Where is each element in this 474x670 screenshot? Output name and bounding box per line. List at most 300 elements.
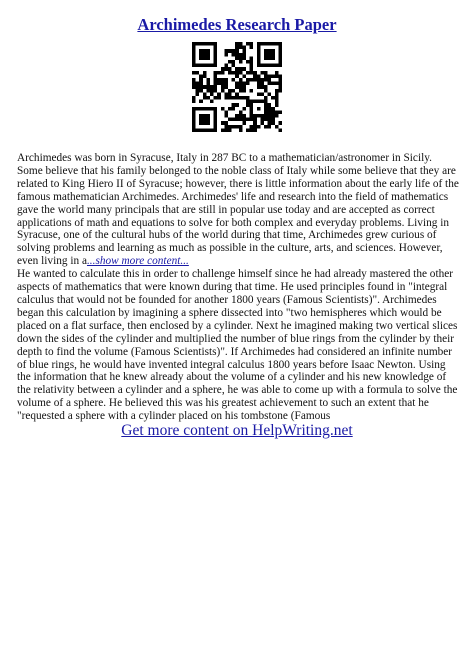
qr-module [228, 89, 232, 93]
qr-module [232, 89, 236, 93]
qr-module [221, 71, 225, 75]
qr-module [224, 121, 228, 125]
qr-module [268, 53, 272, 57]
qr-module [224, 78, 228, 82]
qr-module [257, 42, 261, 46]
qr-module [224, 110, 228, 114]
qr-module [192, 49, 196, 53]
qr-module [210, 89, 214, 93]
qr-module [271, 96, 275, 100]
qr-module [214, 74, 218, 78]
qr-module [239, 114, 243, 118]
qr-module [239, 128, 243, 132]
qr-module [192, 118, 196, 122]
qr-module [214, 107, 218, 111]
qr-module [196, 82, 200, 86]
qr-module [214, 110, 218, 114]
qr-module [199, 114, 203, 118]
qr-module [232, 118, 236, 122]
qr-module [214, 46, 218, 50]
qr-module [235, 71, 239, 75]
qr-module [260, 78, 264, 82]
qr-module [192, 114, 196, 118]
qr-module [235, 118, 239, 122]
qr-module [271, 118, 275, 122]
qr-module [278, 121, 282, 125]
qr-module [278, 42, 282, 46]
qr-module [275, 71, 279, 75]
qr-module [214, 56, 218, 60]
qr-module [250, 71, 254, 75]
qr-module [253, 118, 257, 122]
qr-module [235, 74, 239, 78]
qr-module [235, 82, 239, 86]
qr-module [250, 89, 254, 93]
qr-module [203, 96, 207, 100]
qr-module [199, 64, 203, 68]
qr-module [210, 107, 214, 111]
qr-module [203, 92, 207, 96]
qr-module [278, 53, 282, 57]
qr-module [264, 64, 268, 68]
qr-module [250, 67, 254, 71]
qr-module [214, 121, 218, 125]
qr-module [214, 125, 218, 129]
qr-module [242, 74, 246, 78]
qr-module [242, 85, 246, 89]
qr-module [278, 82, 282, 86]
qr-module [235, 46, 239, 50]
qr-module [235, 92, 239, 96]
qr-module [275, 125, 279, 129]
qr-module [260, 92, 264, 96]
qr-module [235, 56, 239, 60]
qr-module [206, 56, 210, 60]
qr-module [268, 82, 272, 86]
qr-module [242, 114, 246, 118]
qr-module [260, 121, 264, 125]
qr-module [260, 42, 264, 46]
qr-module [246, 82, 250, 86]
qr-module [275, 74, 279, 78]
qr-module [268, 121, 272, 125]
qr-module [210, 85, 214, 89]
qr-module [239, 110, 243, 114]
qr-module [221, 85, 225, 89]
qr-module [214, 49, 218, 53]
qr-module [271, 82, 275, 86]
qr-module [271, 110, 275, 114]
qr-module [224, 49, 228, 53]
qr-module [257, 107, 261, 111]
qr-module [228, 60, 232, 64]
qr-module [278, 128, 282, 132]
qr-module [242, 67, 246, 71]
qr-module [203, 85, 207, 89]
qr-module [235, 53, 239, 57]
qr-module [228, 107, 232, 111]
qr-module [246, 71, 250, 75]
qr-module [192, 71, 196, 75]
qr-module [257, 85, 261, 89]
qr-module [246, 60, 250, 64]
qr-module [228, 128, 232, 132]
qr-code-icon [192, 42, 282, 132]
qr-module [196, 128, 200, 132]
qr-module [192, 110, 196, 114]
qr-module [242, 118, 246, 122]
qr-module [242, 107, 246, 111]
qr-module [242, 53, 246, 57]
qr-module [232, 125, 236, 129]
qr-module [199, 118, 203, 122]
qr-module [232, 96, 236, 100]
qr-module [192, 46, 196, 50]
qr-module [228, 49, 232, 53]
qr-module [264, 110, 268, 114]
qr-module [268, 92, 272, 96]
qr-module [224, 82, 228, 86]
qr-module [250, 103, 254, 107]
qr-module [253, 114, 257, 118]
qr-module [268, 78, 272, 82]
qr-module [192, 78, 196, 82]
qr-module [278, 60, 282, 64]
qr-module [275, 42, 279, 46]
qr-module [268, 42, 272, 46]
qr-module [224, 92, 228, 96]
qr-module [196, 92, 200, 96]
qr-module [246, 103, 250, 107]
qr-module [196, 89, 200, 93]
qr-module [192, 60, 196, 64]
qr-module [196, 71, 200, 75]
qr-module [250, 125, 254, 129]
qr-module [264, 96, 268, 100]
qr-module [278, 89, 282, 93]
qr-module [257, 125, 261, 129]
qr-module [275, 64, 279, 68]
qr-module [278, 49, 282, 53]
qr-module [192, 107, 196, 111]
qr-module [278, 74, 282, 78]
qr-module [210, 92, 214, 96]
qr-module [232, 103, 236, 107]
qr-module [250, 107, 254, 111]
qr-module [199, 100, 203, 104]
qr-module [250, 118, 254, 122]
qr-module [235, 96, 239, 100]
qr-module [271, 42, 275, 46]
qr-module [199, 128, 203, 132]
qr-module [253, 71, 257, 75]
qr-module [271, 49, 275, 53]
qr-module [214, 114, 218, 118]
qr-module [206, 49, 210, 53]
qr-module [260, 82, 264, 86]
show-more-link[interactable]: ...show more content... [86, 255, 189, 268]
qr-module [224, 67, 228, 71]
qr-module [221, 128, 225, 132]
qr-module [246, 96, 250, 100]
qr-module [199, 89, 203, 93]
qr-module [264, 74, 268, 78]
qr-module [239, 46, 243, 50]
qr-module [217, 92, 221, 96]
qr-module [271, 74, 275, 78]
qr-module [271, 107, 275, 111]
qr-module [221, 78, 225, 82]
qr-module [264, 118, 268, 122]
qr-module [275, 96, 279, 100]
qr-module [206, 118, 210, 122]
qr-module [242, 56, 246, 60]
qr-module [257, 100, 261, 104]
qr-module [257, 114, 261, 118]
qr-module [214, 82, 218, 86]
qr-module [260, 114, 264, 118]
qr-module [257, 64, 261, 68]
qr-module [257, 53, 261, 57]
qr-module [235, 125, 239, 129]
qr-module [192, 42, 196, 46]
qr-module [206, 107, 210, 111]
qr-module [264, 114, 268, 118]
qr-module [271, 53, 275, 57]
qr-module [192, 82, 196, 86]
qr-module [206, 78, 210, 82]
qr-module [203, 56, 207, 60]
qr-module [257, 82, 261, 86]
qr-module [268, 103, 272, 107]
qr-module [217, 71, 221, 75]
qr-module [250, 60, 254, 64]
article-body [17, 152, 459, 423]
qr-module [242, 46, 246, 50]
qr-module [221, 107, 225, 111]
qr-module [278, 56, 282, 60]
qr-module [228, 96, 232, 100]
qr-module [264, 125, 268, 129]
qr-module [246, 100, 250, 104]
qr-module [203, 49, 207, 53]
qr-module [260, 85, 264, 89]
qr-module [275, 103, 279, 107]
qr-module [257, 46, 261, 50]
qr-module [192, 128, 196, 132]
qr-module [242, 82, 246, 86]
qr-module [268, 110, 272, 114]
qr-module [210, 42, 214, 46]
qr-module [235, 67, 239, 71]
qr-module [214, 60, 218, 64]
qr-module [239, 96, 243, 100]
qr-module [206, 128, 210, 132]
qr-module [221, 67, 225, 71]
qr-module [199, 85, 203, 89]
qr-module [271, 121, 275, 125]
qr-module [246, 78, 250, 82]
qr-module [217, 96, 221, 100]
qr-module [235, 114, 239, 118]
qr-module [250, 128, 254, 132]
qr-module [217, 82, 221, 86]
qr-module [192, 85, 196, 89]
qr-module [278, 78, 282, 82]
qr-module [206, 89, 210, 93]
qr-module [206, 121, 210, 125]
qr-module [221, 82, 225, 86]
qr-module [253, 128, 257, 132]
qr-module [224, 64, 228, 68]
qr-module [203, 42, 207, 46]
qr-module [278, 85, 282, 89]
qr-module [203, 118, 207, 122]
qr-module [239, 78, 243, 82]
qr-module [221, 121, 225, 125]
qr-module [228, 125, 232, 129]
get-more-content-link[interactable]: Get more content on HelpWriting.net [121, 422, 353, 439]
qr-module [192, 64, 196, 68]
qr-module [246, 128, 250, 132]
qr-module [271, 56, 275, 60]
qr-module [268, 114, 272, 118]
qr-module [228, 118, 232, 122]
document-title[interactable]: Archimedes Research Paper [137, 15, 337, 34]
qr-module [192, 100, 196, 104]
qr-module [275, 114, 279, 118]
qr-module [214, 118, 218, 122]
qr-module [206, 42, 210, 46]
qr-module [214, 89, 218, 93]
qr-module [239, 82, 243, 86]
qr-module [214, 64, 218, 68]
qr-module [271, 114, 275, 118]
qr-module [275, 110, 279, 114]
qr-module [264, 56, 268, 60]
qr-module [199, 49, 203, 53]
qr-module [235, 42, 239, 46]
qr-module [275, 82, 279, 86]
qr-module [196, 107, 200, 111]
qr-module [192, 121, 196, 125]
qr-module [199, 74, 203, 78]
qr-module [264, 85, 268, 89]
qr-module [239, 67, 243, 71]
qr-module [203, 107, 207, 111]
qr-module [203, 114, 207, 118]
qr-module [203, 64, 207, 68]
qr-module [199, 121, 203, 125]
article-paragraph-1 [17, 152, 459, 268]
qr-module [264, 107, 268, 111]
qr-module [235, 85, 239, 89]
qr-module [232, 49, 236, 53]
qr-module [210, 64, 214, 68]
qr-module [268, 125, 272, 129]
qr-module [196, 42, 200, 46]
qr-module [271, 64, 275, 68]
qr-module [221, 89, 225, 93]
qr-module [239, 71, 243, 75]
qr-module [264, 71, 268, 75]
qr-module [192, 125, 196, 129]
qr-module [214, 128, 218, 132]
qr-module [260, 100, 264, 104]
qr-module [257, 56, 261, 60]
qr-module [228, 92, 232, 96]
qr-module [199, 53, 203, 57]
qr-module [242, 89, 246, 93]
qr-module [264, 100, 268, 104]
qr-module [264, 53, 268, 57]
qr-module [206, 96, 210, 100]
qr-module [264, 42, 268, 46]
qr-module [199, 78, 203, 82]
qr-module [228, 71, 232, 75]
qr-module [239, 85, 243, 89]
qr-module [250, 64, 254, 68]
qr-module [232, 53, 236, 57]
qr-code-graphic [192, 42, 282, 132]
qr-module [268, 56, 272, 60]
qr-module [250, 56, 254, 60]
qr-module [242, 49, 246, 53]
qr-module [257, 74, 261, 78]
qr-module [214, 78, 218, 82]
qr-module [239, 125, 243, 129]
qr-module [224, 53, 228, 57]
qr-module [275, 100, 279, 104]
qr-module [239, 56, 243, 60]
qr-module [239, 118, 243, 122]
qr-module [250, 100, 254, 104]
qr-module [192, 56, 196, 60]
paragraph-1-text: Archimedes was born in Syracuse, Italy in 287 BC to a mathematician/astronomer in Sicily. Some believe that his family belonged to the noble class of Italy while some believe that they are related to King Hiero II of Syracuse; however, there is little information about the early life of the famous mathematician Archimedes. Archimedes' life and research into the field of mathematics gave the world many principals that are still in popular use today and are accepted as correct applications of math and equations to solve for both complex and everyday problems. Living in Syracuse, one of the cultural hubs of the world during that time, Archimedes grew curious of solving problems and learning as much as possible in the culture, arts, and sciences. However, even living in a [17, 152, 459, 268]
qr-module [239, 42, 243, 46]
qr-module [278, 46, 282, 50]
qr-module [260, 71, 264, 75]
qr-module [206, 82, 210, 86]
qr-module [268, 49, 272, 53]
qr-module [206, 64, 210, 68]
qr-module [268, 118, 272, 122]
qr-module [206, 114, 210, 118]
qr-module [210, 128, 214, 132]
qr-module [224, 128, 228, 132]
qr-module [232, 107, 236, 111]
qr-module [260, 118, 264, 122]
qr-module [257, 49, 261, 53]
qr-module [214, 85, 218, 89]
qr-module [278, 64, 282, 68]
qr-module [264, 89, 268, 93]
qr-module [250, 110, 254, 114]
qr-module [203, 128, 207, 132]
qr-module [275, 92, 279, 96]
qr-module [278, 110, 282, 114]
qr-module [257, 60, 261, 64]
qr-module [199, 107, 203, 111]
qr-module [264, 78, 268, 82]
qr-module [264, 49, 268, 53]
qr-module [275, 89, 279, 93]
qr-module [246, 42, 250, 46]
qr-module [214, 53, 218, 57]
qr-module [235, 103, 239, 107]
qr-module [214, 96, 218, 100]
qr-module [228, 67, 232, 71]
